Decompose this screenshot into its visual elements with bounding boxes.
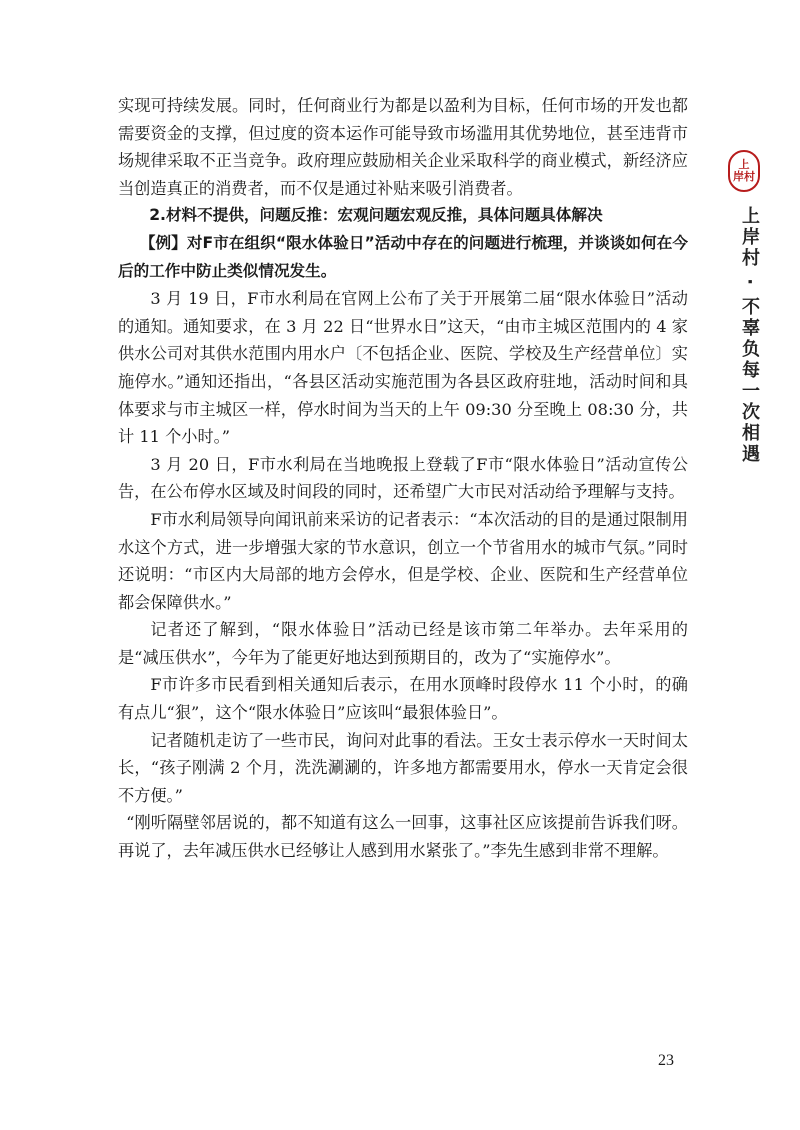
seal-logo: 上 岸村 bbox=[728, 150, 760, 192]
main-text bbox=[118, 92, 688, 865]
paragraph-announcement: 3 月 20 日，F市水利局在当地晚报上登载了F市“限水体验日”活动宣传公告，在公布停水区域及时间段的同时，还希望广大市民对活动给予理解与支持。 bbox=[118, 454, 688, 502]
paragraph-citizens: F市许多市民看到相关通知后表示，在用水顶峰时段停水 11 个小时，的确有点儿“狠”，这个“限水体验日”应该叫“最狠体验日”。 bbox=[118, 675, 688, 723]
paragraph-notice: 3 月 19 日，F市水利局在官网上公布了关于开展第二届“限水体验日”活动的通知。通知要求，在 3 月 22 日“世界水日”这天，“由市主城区范围内的 4 家供水公司对其供水范围内用水户〔不包括企业、医院、学校及生产经营单位〕实施停水。”通知还指出，“各县区活动实施范围为各县区政府驻地，活动时间和具体要求与市主城区一样，停水时间为当天的上午 09:30 分至晚上 08:30 分，共计 11 个小时。” bbox=[118, 289, 688, 447]
side-title: 上岸村 · 不辜负每一次相遇 bbox=[739, 206, 760, 466]
paragraph-1: 实现可持续发展。同时，任何商业行为都是以盈利为目标，任何市场的开发也都需要资金的支撑，但过度的资本运作可能导致市场滥用其优势地位，甚至违背市场规律采取不正当竞争。政府理应鼓励相关企业采取科学的商业模式，新经济应当创造真正的消费者，而不仅是通过补贴来吸引消费者。 bbox=[118, 96, 688, 198]
paragraph-reporter: 记者还了解到，“限水体验日”活动已经是该市第二年举办。去年采用的是“减压供水”，今年为了能更好地达到预期目的，改为了“实施停水”。 bbox=[118, 620, 688, 667]
page-number: 23 bbox=[658, 1052, 674, 1069]
paragraph-official-statement: F市水利局领导向闻讯前来采访的记者表示：“本次活动的目的是通过限制用水这个方式，进一步增强大家的节水意识，创立一个节省用水的城市气氛。”同时还说明：“市区内大局部的地方会停水，但是学校、企业、医院和生产经营单位都会保障供水。” bbox=[118, 509, 688, 612]
paragraph-interview: 记者随机走访了一些市民，询问对此事的看法。王女士表示停水一天时间太长，“孩子刚满 2 个月，洗洗涮涮的，许多地方都需要用水，停水一天肯定会很不方便。” bbox=[118, 730, 688, 805]
paragraph-quote: “刚听隔壁邻居说的，都不知道有这么一回事，这事社区应该提前告诉我们呀。再说了，去年减压供水已经够让人感到用水紧张了。”李先生感到非常不理解。 bbox=[118, 813, 688, 861]
section-heading: 2.材料不提供，问题反推：宏观问题宏观反推，具体问题具体解决 bbox=[149, 206, 603, 225]
side-banner bbox=[726, 150, 762, 465]
example-question: 【例】对F市在组织“限水体验日”活动中存在的问题进行梳理，并谈谈如何在今后的工作中防止类似情况发生。 bbox=[118, 233, 688, 280]
